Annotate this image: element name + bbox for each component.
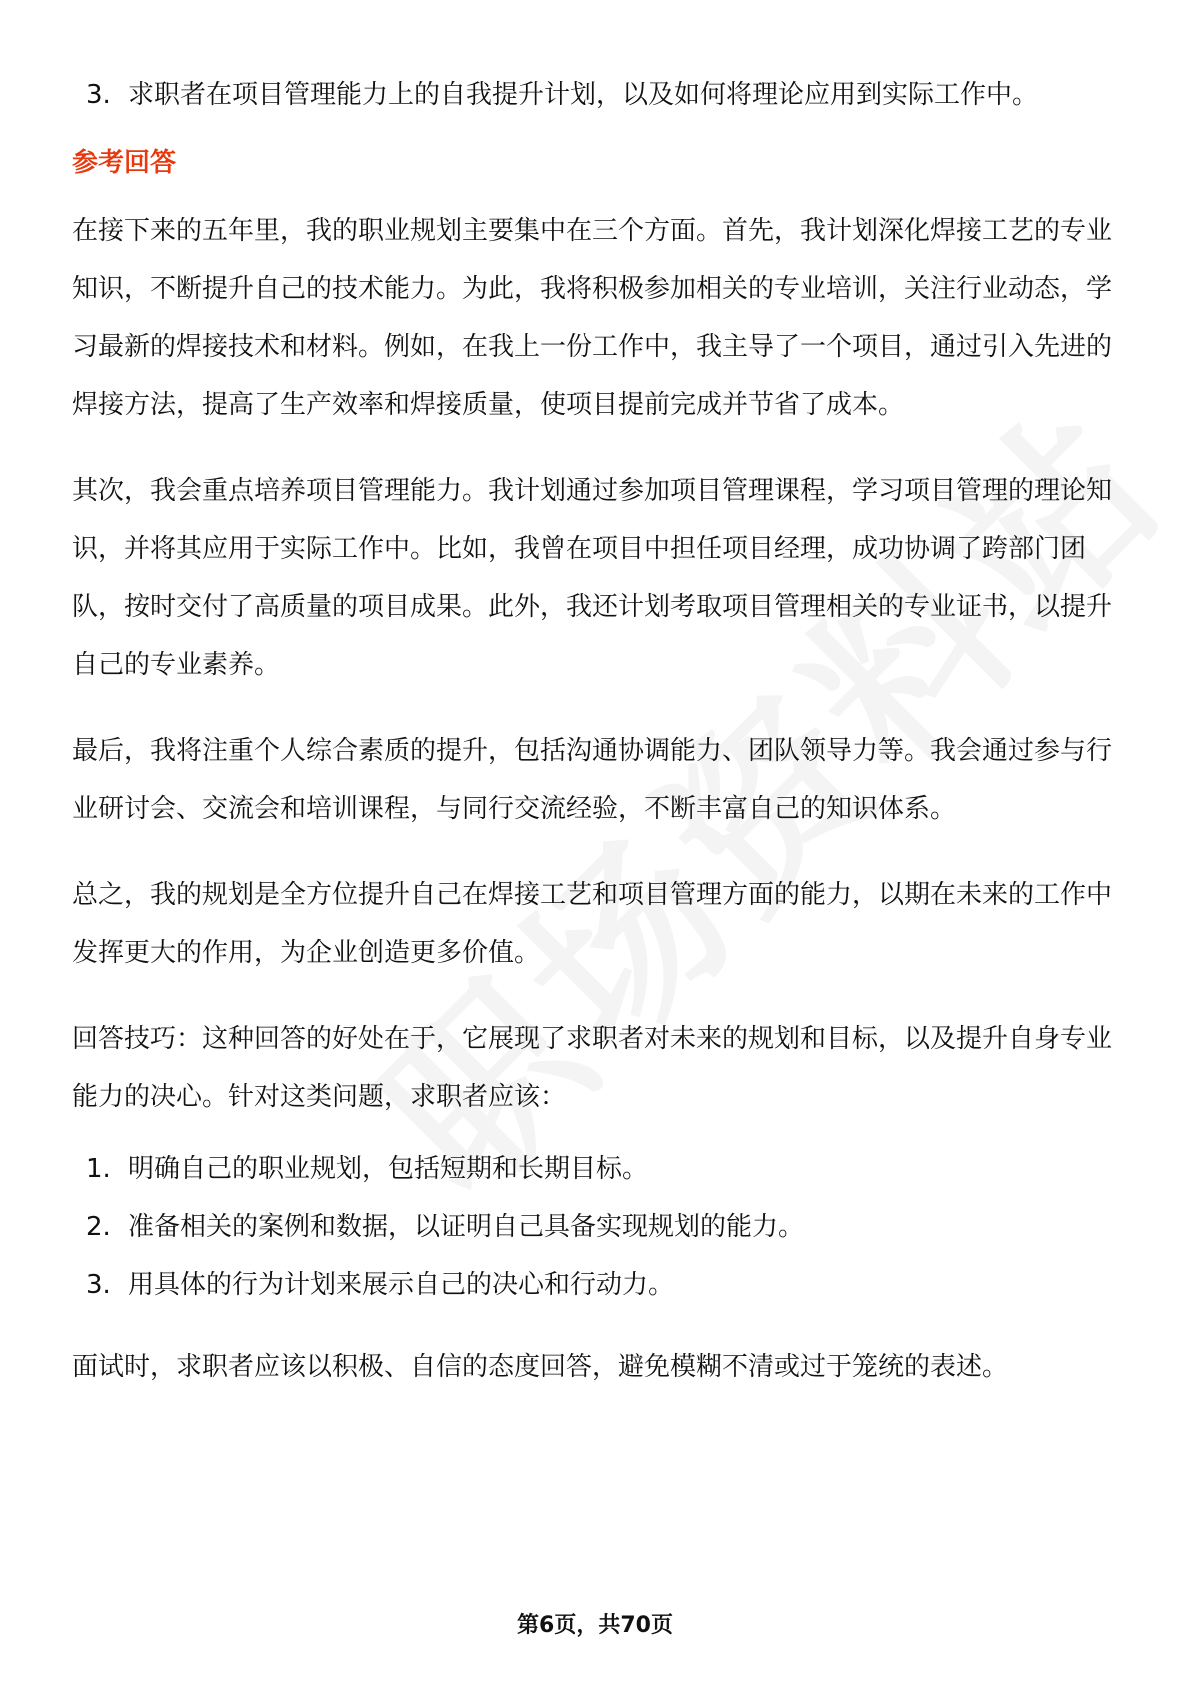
answer-paragraph-summary: 总之，我的规划是全方位提升自己在焊接工艺和项目管理方面的能力，以期在未来的工作中发挥更大的作用，为企业创造更多价值。 (72, 880, 1113, 968)
tips-list-item (72, 1198, 1122, 1256)
tips-item-number: 2. (86, 1212, 111, 1242)
tips-item-number: 1. (86, 1154, 111, 1184)
closing-paragraph: 面试时，求职者应该以积极、自信的态度回答，避免模糊不清或过于笼统的表述。 (72, 1352, 1009, 1382)
tips-list-item (72, 1140, 1122, 1198)
answer-paragraph-1: 在接下来的五年里，我的职业规划主要集中在三个方面。首先，我计划深化焊接工艺的专业知识，不断提升自己的技术能力。为此，我将积极参加相关的专业培训，关注行业动态，学习最新的焊接技术和材料。例如，在我上一份工作中，我主导了一个项目，通过引入先进的焊接方法，提高了生产效率和焊接质量，使项目提前完成并节省了成本。 (72, 216, 1113, 420)
answer-paragraph-3: 最后，我将注重个人综合素质的提升，包括沟通协调能力、团队领导力等。我会通过参与行业研讨会、交流会和培训课程，与同行交流经验，不断丰富自己的知识体系。 (72, 736, 1113, 824)
item-text: 求职者在项目管理能力上的自我提升计划，以及如何将理论应用到实际工作中。 (128, 80, 1039, 110)
answer-tips-intro: 回答技巧：这种回答的好处在于，它展现了求职者对未来的规划和目标，以及提升自身专业能力的决心。针对这类问题，求职者应该： (72, 1024, 1113, 1112)
page-content (72, 66, 1122, 1424)
tips-item-text: 用具体的行为计划来展示自己的决心和行动力。 (128, 1270, 675, 1300)
answer-paragraph-2: 其次，我会重点培养项目管理能力。我计划通过参加项目管理课程，学习项目管理的理论知识，并将其应用于实际工作中。比如，我曾在项目中担任项目经理，成功协调了跨部门团队，按时交付了高质量的项目成果。此外，我还计划考取项目管理相关的专业证书，以提升自己的专业素养。 (72, 476, 1113, 680)
question-item-3 (72, 66, 1122, 124)
item-number: 3. (86, 80, 111, 110)
tips-list (72, 1140, 1122, 1314)
tips-list-item (72, 1256, 1122, 1314)
tips-item-text: 明确自己的职业规划，包括短期和长期目标。 (128, 1154, 649, 1184)
answer-heading: 参考回答 (72, 148, 177, 178)
tips-item-number: 3. (86, 1270, 111, 1300)
page-number-footer: 第6页，共70页 (517, 1613, 673, 1638)
tips-item-text: 准备相关的案例和数据，以证明自己具备实现规划的能力。 (128, 1212, 805, 1242)
